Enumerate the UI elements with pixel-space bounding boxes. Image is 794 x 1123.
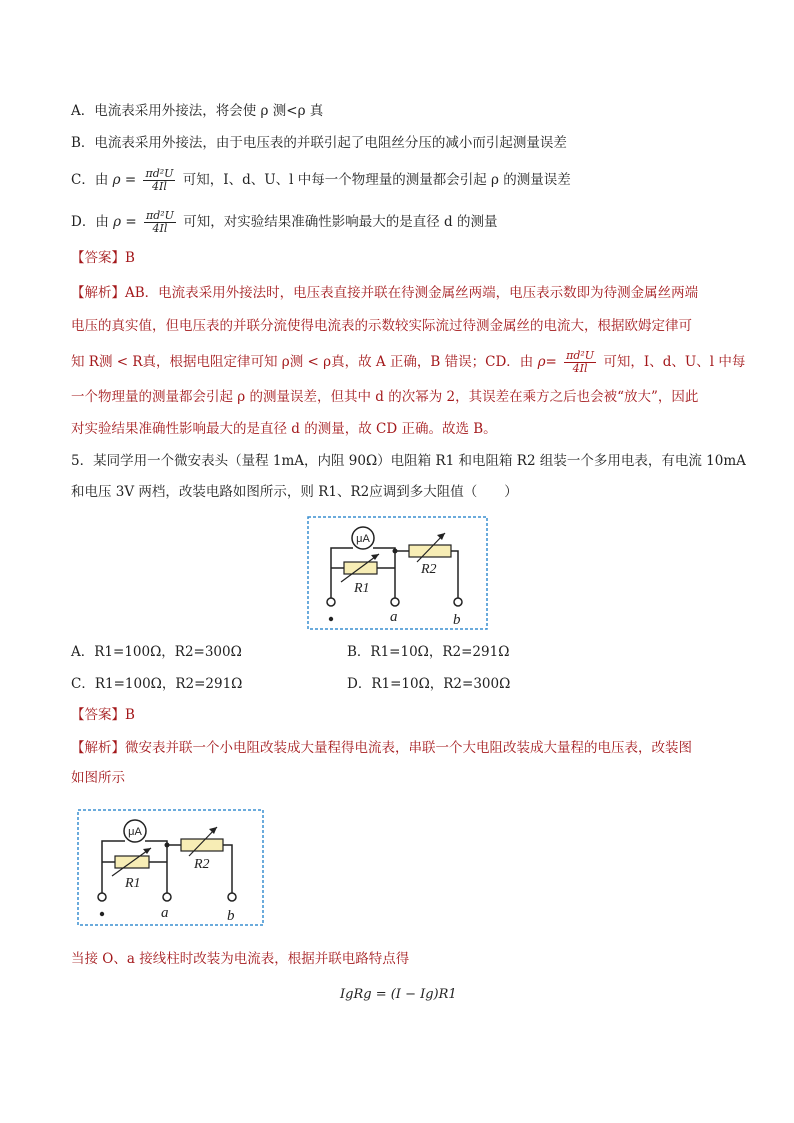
q5-answer: 【答案】B <box>71 707 135 723</box>
q4-option-c-prefix: C．由 <box>71 172 109 188</box>
q4-option-d-prefix: D．由 <box>71 214 109 230</box>
q4-analysis-line3-fraction <box>564 350 596 375</box>
terminal-b-2-icon <box>228 893 236 901</box>
r2-2-label: R2 <box>194 857 210 872</box>
q4-analysis-line3-denominator: 4Il <box>572 362 588 375</box>
terminal-a-2-icon <box>163 893 171 901</box>
q4-analysis-line2: 电压的真实值，但电压表的并联分流使得电流表的示数较实际流过待测金属丝的电流大，根据欧姆定律可 <box>71 318 692 334</box>
q4-option-a: A．电流表采用外接法，将会使 ρ 测<ρ 真 <box>71 103 324 119</box>
q5-analysis-line1: 【解析】微安表并联一个小电阻改装成大量程得电流表，串联一个大电阻改装成大量程的电压表，改装图 <box>71 740 692 756</box>
terminal-a-2-label: a <box>161 905 169 921</box>
terminal-o-2-icon <box>98 893 106 901</box>
q4-option-c-formula-lhs: ρ = <box>112 172 137 188</box>
q5-stem-line1: 5．某同学用一个微安表头（量程 1mA，内阻 90Ω）电阻箱 R1 和电阻箱 R2 组装一个多用电表，有电流 10mA <box>71 453 746 469</box>
q4-analysis-line3-formula-lhs: ρ= <box>537 354 557 370</box>
terminal-b-icon <box>454 598 462 606</box>
terminal-a-icon <box>391 598 399 606</box>
q4-option-b: B．电流表采用外接法，由于电压表的并联引起了电阻丝分压的减小而引起测量误差 <box>71 135 567 151</box>
q4-option-d-numerator: πd²U <box>145 209 174 222</box>
q5-stem-line2: 和电压 3V 两档，改装电路如图所示，则 R1、R2应调到多大阻值（ ） <box>71 484 518 500</box>
q5-option-b: B．R1=10Ω，R2=291Ω <box>347 644 510 660</box>
q5-option-c: C．R1=100Ω，R2=291Ω <box>71 676 243 692</box>
terminal-o-icon <box>327 598 335 606</box>
terminal-b-2-label: b <box>227 908 235 924</box>
r2-label: R2 <box>421 562 437 577</box>
q5-analysis-line2: 如图所示 <box>71 770 125 786</box>
terminal-a-label: a <box>390 609 398 625</box>
q5-option-a: A．R1=100Ω，R2=300Ω <box>71 644 242 660</box>
q5-option-d: D．R1=10Ω，R2=300Ω <box>347 676 511 692</box>
resistor-r2-icon <box>409 545 451 557</box>
q4-option-c-numerator: πd²U <box>145 167 174 180</box>
q4-answer: 【答案】B <box>71 250 135 266</box>
final-explanation-line: 当接 O、a 接线柱时改装为电流表，根据并联电路特点得 <box>71 951 410 967</box>
q4-option-c <box>71 168 571 193</box>
microammeter-2-label: μA <box>128 826 142 838</box>
q4-option-c-text: 可知，I、d、U、l 中每一个物理量的测量都会引起 ρ 的测量误差 <box>182 172 571 188</box>
r1-2-label: R1 <box>125 876 141 891</box>
q4-option-d-formula-lhs: ρ = <box>113 214 137 230</box>
q4-option-c-denominator: 4Il <box>152 180 167 193</box>
terminal-b-label: b <box>453 612 461 628</box>
q4-analysis-line3-numerator: πd²U <box>566 349 595 362</box>
q4-option-d-text: 可知，对实验结果准确性影响最大的是直径 d 的测量 <box>183 214 498 230</box>
q4-option-d-fraction <box>144 210 176 235</box>
q4-analysis-line4: 一个物理量的测量都会引起 ρ 的测量误差，但其中 d 的次幂为 2，其误差在乘方之后也会被“放大”，因此 <box>71 389 699 405</box>
r1-label: R1 <box>354 581 370 596</box>
q4-option-c-fraction <box>143 168 175 193</box>
resistor-r2-2-icon <box>181 839 223 851</box>
q4-option-d-denominator: 4Il <box>152 222 168 235</box>
equation-line: IgRg = (I − Ig)R1 <box>340 987 457 1002</box>
microammeter-label: μA <box>356 533 370 545</box>
circuit-diagram-2 <box>77 809 264 926</box>
circuit-diagram-1 <box>307 516 488 630</box>
q4-analysis-line1: 【解析】AB．电流表采用外接法时，电压表直接并联在待测金属丝两端，电压表示数即为待测金属丝两端 <box>71 285 699 301</box>
q4-option-d <box>71 210 497 235</box>
q4-analysis-line3-text-b: 可知，I、d、U、l 中每 <box>603 354 746 370</box>
q4-analysis-line5: 对实验结果准确性影响最大的是直径 d 的测量，故 CD 正确。故选 B。 <box>71 421 497 437</box>
q4-analysis-line3 <box>71 350 745 375</box>
q4-analysis-line3-text-a: 知 R测 < R真，根据电阻定律可知 ρ测 < ρ真，故 A 正确，B 错误；CD．由 <box>71 354 534 370</box>
